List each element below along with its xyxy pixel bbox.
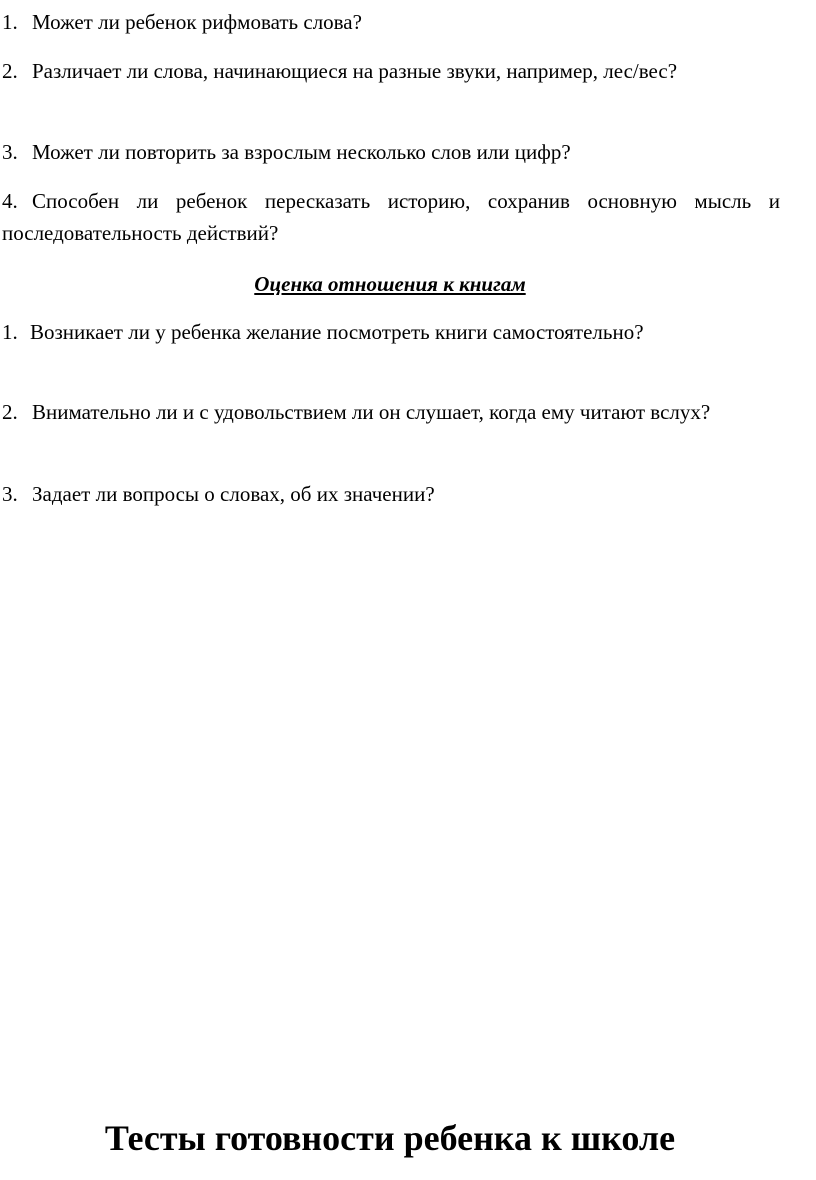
item-number: 4.: [2, 189, 18, 213]
section-heading: Оценка отношения к книгам: [254, 272, 526, 296]
item-number: 3.: [2, 482, 18, 506]
item-number: 1.: [2, 10, 18, 34]
question-item: [2, 396, 780, 428]
item-number: 1.: [2, 320, 18, 344]
item-number: 3.: [2, 140, 18, 164]
question-item: [2, 55, 780, 87]
item-text: Возникает ли у ребенка желание посмотреть книги самостоятельно?: [30, 320, 644, 344]
item-number: 2.: [2, 59, 18, 83]
question-item: [2, 6, 780, 38]
item-text: Может ли ребенок рифмовать слова?: [32, 10, 362, 34]
item-text: Различает ли слова, начинающиеся на разные звуки, например, лес/вес?: [32, 59, 678, 83]
item-text: Задает ли вопросы о словах, об их значении?: [32, 482, 435, 506]
page-title: Тесты готовности ребенка к школе: [104, 1118, 676, 1158]
item-text: Внимательно ли и с удовольствием ли он слушает, когда ему читают вслух?: [32, 400, 711, 424]
question-item: [2, 478, 780, 510]
item-text: Способен ли ребенок пересказать историю, сохранив основную мысль и последовательность действий?: [2, 189, 780, 245]
question-item: [2, 185, 780, 249]
question-item: [2, 136, 780, 168]
question-item: [2, 316, 780, 348]
item-text: Может ли повторить за взрослым несколько слов или цифр?: [32, 140, 571, 164]
item-number: 2.: [2, 400, 18, 424]
